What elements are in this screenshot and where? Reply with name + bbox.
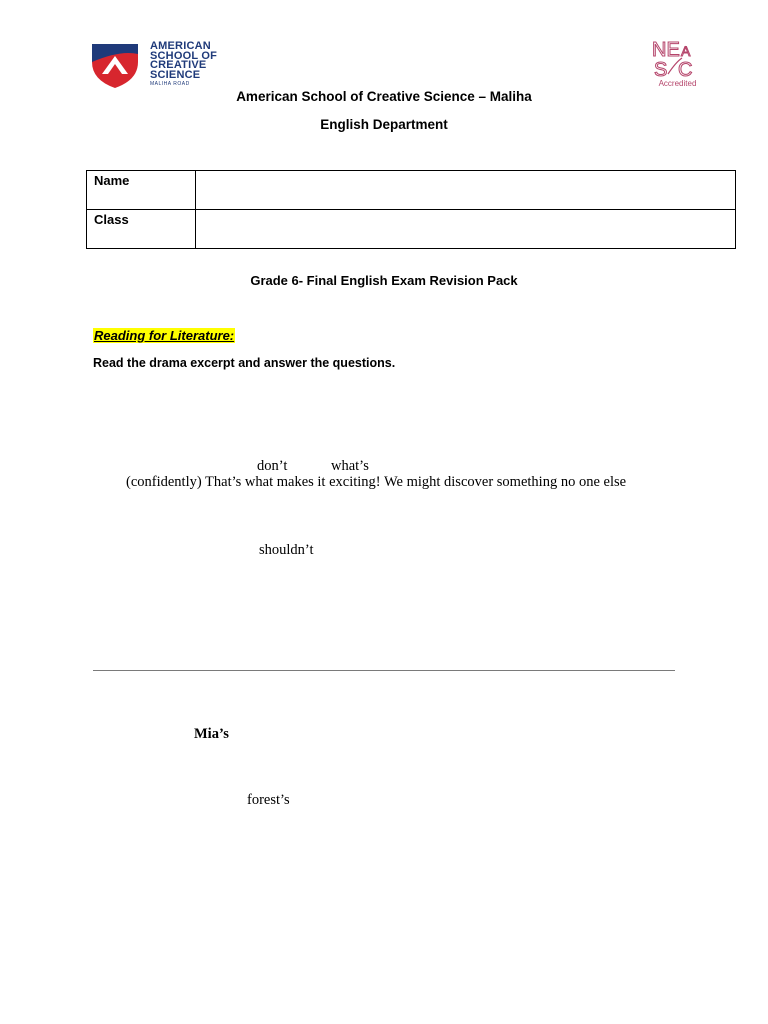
- school-name-heading: American School of Creative Science – Maliha: [236, 89, 532, 104]
- class-label: Class: [87, 210, 196, 249]
- svg-text:NE: NE: [652, 39, 680, 61]
- class-field[interactable]: [196, 210, 736, 249]
- section-divider: [93, 670, 675, 671]
- logo-line-3: CREATIVE: [150, 59, 207, 71]
- fragment-dont: don’t: [257, 458, 288, 474]
- fragment-mias: Mia’s: [194, 726, 229, 742]
- table-row: [87, 210, 736, 249]
- logo-line-2: SCHOOL OF: [150, 49, 217, 62]
- name-label: Name: [87, 171, 196, 210]
- fragment-forests: forest’s: [247, 792, 290, 808]
- logo-line-1: AMERICAN: [150, 40, 211, 52]
- name-field[interactable]: [196, 171, 736, 210]
- excerpt-line: (confidently) That’s what makes it exciting! We might discover something no one else: [126, 474, 627, 490]
- fragment-shouldnt: shouldn’t: [259, 542, 314, 558]
- fragment-whats: what’s: [331, 458, 369, 474]
- svg-text:C: C: [678, 59, 693, 81]
- accreditation-label: Accredited: [658, 79, 697, 88]
- section-heading: Reading for Literature:: [94, 328, 235, 343]
- table-row: [87, 171, 736, 210]
- instruction-text: Read the drama excerpt and answer the questions.: [93, 356, 396, 370]
- svg-text:S: S: [654, 59, 668, 81]
- student-info-table: [86, 170, 736, 249]
- svg-text:A: A: [681, 43, 691, 59]
- department-heading: English Department: [320, 117, 448, 132]
- document-title: Grade 6- Final English Exam Revision Pack: [250, 273, 518, 288]
- school-logo-wordmark: [150, 42, 217, 80]
- logo-subtitle: MALIHA ROAD: [150, 81, 190, 87]
- logo-line-4: SCIENCE: [150, 68, 201, 81]
